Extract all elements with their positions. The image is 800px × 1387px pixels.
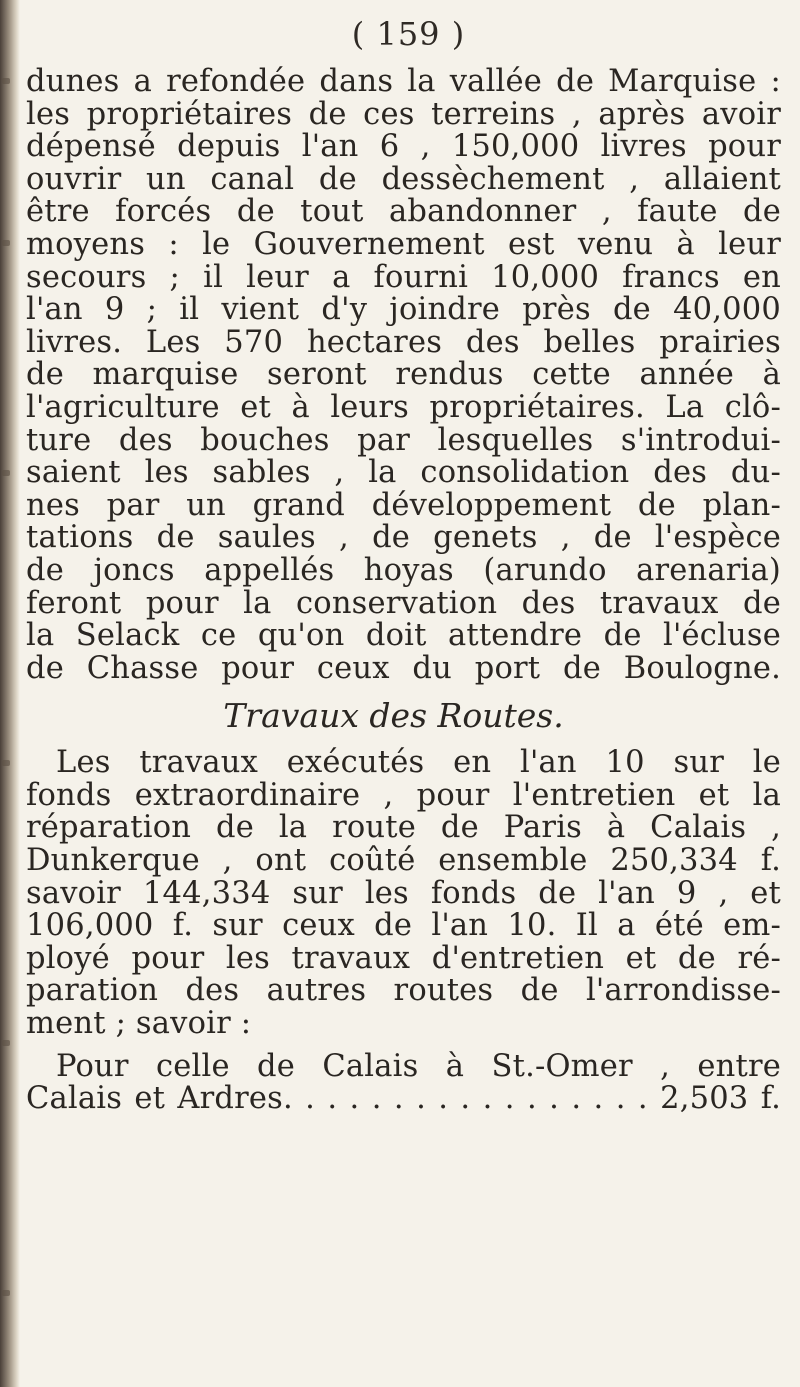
book-page <box>26 2 781 1116</box>
binding-stitch <box>2 1040 10 1046</box>
text-line: fonds extraordinaire , pour l'entretien et la <box>26 777 781 813</box>
binding-stitch <box>2 240 10 246</box>
text-line: les propriétaires de ces terreins , après avoir <box>26 96 781 132</box>
text-line: être forcés de tout abandonner , faute de <box>26 194 781 230</box>
text-line: dunes a refondée dans la vallée de Marquise : <box>26 64 781 99</box>
text-line: Pour celle de Calais à St.-Omer , entre <box>56 1048 781 1084</box>
text-line: réparation de la route de Paris à Calais , <box>26 810 781 846</box>
text-line: ouvrir un canal de dessèchement , allaient <box>26 161 781 197</box>
paragraph-routes <box>26 747 781 1040</box>
text-line: ployé pour les travaux d'entretien et de ré- <box>26 940 781 976</box>
paragraph-marquise <box>26 66 781 685</box>
text-line: Les travaux exécutés en l'an 10 sur le <box>56 745 781 781</box>
text-line: de Chasse pour ceux du port de Boulogne. <box>26 650 781 686</box>
text-line: l'agriculture et à leurs propriétaires. La clô- <box>26 389 781 425</box>
text-line: ment ; savoir : <box>26 1006 252 1042</box>
text-line: Calais et Ardres. . . . . . . . . . . . . . . . . 2,503 f. <box>26 1081 781 1117</box>
text-line: l'an 9 ; il vient d'y joindre près de 40,000 <box>26 292 781 328</box>
text-line: livres. Les 570 hectares des belles prairies <box>26 324 781 360</box>
text-line: de joncs appellés hoyas (arundo arenaria) <box>26 552 781 588</box>
text-line: Dunkerque , ont coûté ensemble 250,334 f. <box>26 843 781 879</box>
text-line: tations de saules , de genets , de l'espèce <box>26 520 781 556</box>
binding-stitch <box>2 470 10 476</box>
book-binding-edge <box>0 0 20 1387</box>
binding-stitch <box>2 78 10 84</box>
text-line: la Selack ce qu'on doit attendre de l'écluse <box>26 618 781 654</box>
text-line: paration des autres routes de l'arrondisse- <box>26 973 781 1009</box>
text-line: ture des bouches par lesquelles s'introdui- <box>26 422 781 458</box>
section-heading: Travaux des Routes. <box>223 696 564 736</box>
text-line: feront pour la conservation des travaux de <box>26 585 781 621</box>
binding-stitch <box>2 760 10 766</box>
text-line: moyens : le Gouvernement est venu à leur <box>26 226 781 262</box>
page-number: ( 159 ) <box>351 15 466 53</box>
text-line: savoir 144,334 sur les fonds de l'an 9 , et <box>26 875 781 911</box>
text-line: de marquise seront rendus cette année à <box>26 357 781 393</box>
text-line: nes par un grand développement de plan- <box>26 487 781 523</box>
text-line: secours ; il leur a fourni 10,000 francs en <box>26 259 781 295</box>
text-line: dépensé depuis l'an 6 , 150,000 livres pour <box>26 129 781 165</box>
paragraph-calais <box>26 1048 781 1117</box>
text-line: saient les sables , la consolidation des du- <box>26 455 781 491</box>
binding-stitch <box>2 1290 10 1296</box>
text-line: 106,000 f. sur ceux de l'an 10. Il a été em- <box>26 908 781 944</box>
